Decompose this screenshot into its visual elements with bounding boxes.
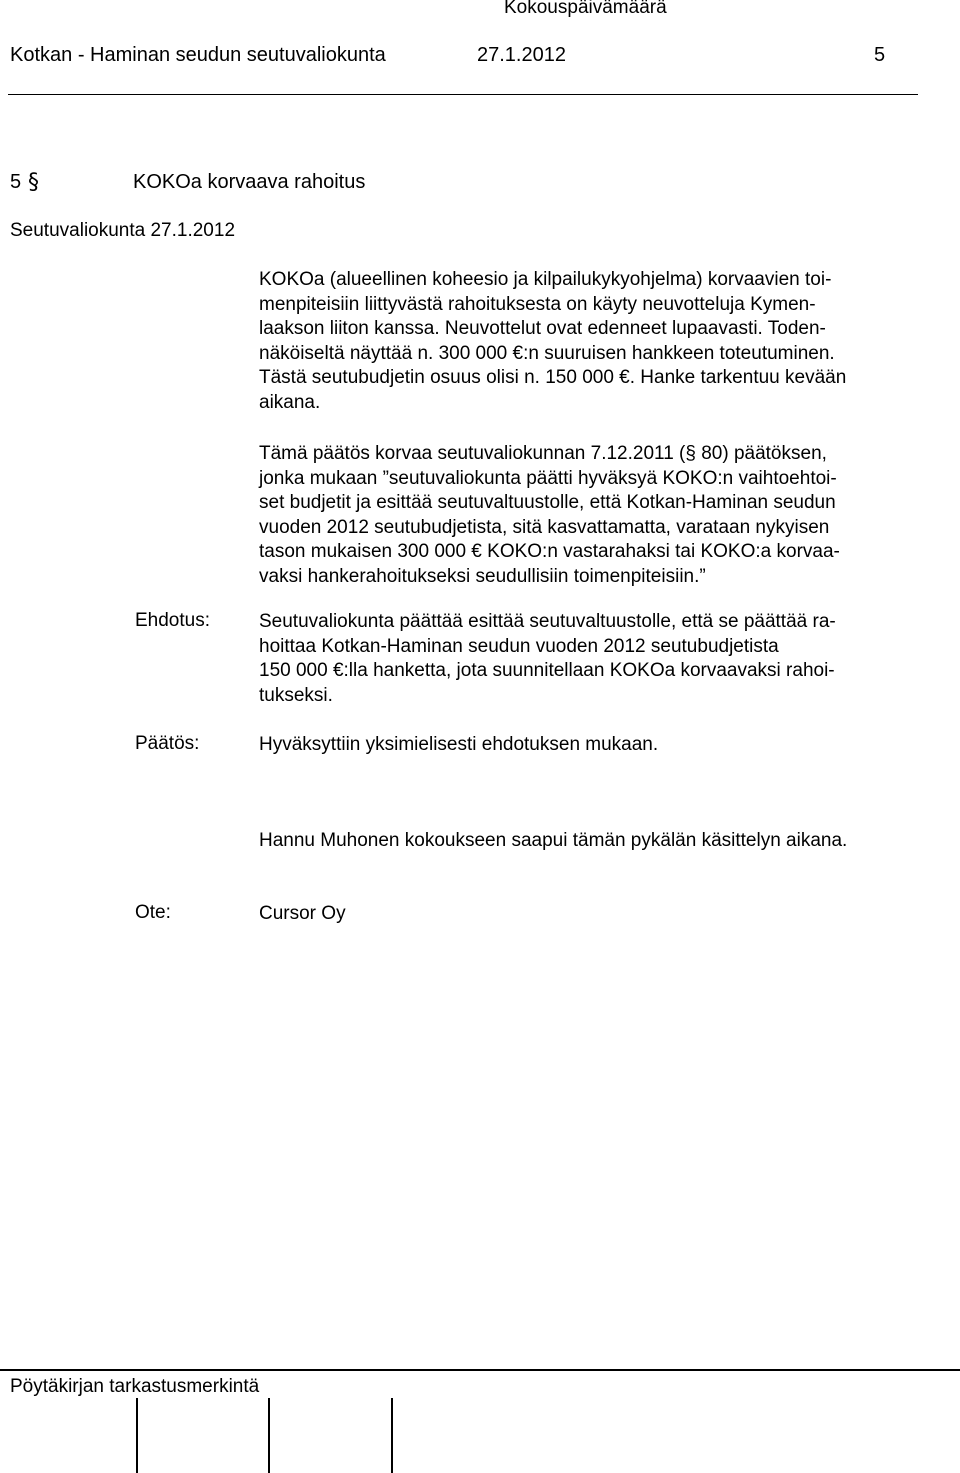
paragraph-line: vuoden 2012 seutubudjetista, sitä kasvattamatta, varataan nykyisen — [259, 516, 830, 538]
decision-line: Hyväksyttiin yksimielisesti ehdotuksen mukaan. — [259, 734, 659, 755]
paragraph-line: näköiseltä näyttää n. 300 000 €:n suuruisen hankkeen toteutuminen. — [259, 342, 835, 364]
paragraph-line: Tämä päätös korvaa seutuvaliokunnan 7.12.2011 (§ 80) päätöksen, — [259, 443, 827, 464]
header-page-number: 5 — [874, 44, 886, 66]
body-paragraph-1 — [259, 268, 919, 415]
proposal-line: tukseksi. — [259, 684, 333, 706]
note-line: Hannu Muhonen kokoukseen saapui tämän pykälän käsittelyn aikana. — [259, 830, 848, 851]
header-date: 27.1.2012 — [477, 44, 566, 66]
meeting-line: Seutuvaliokunta 27.1.2012 — [10, 220, 236, 241]
paragraph-line: aikana. — [259, 391, 321, 413]
proposal-line: Seutuvaliokunta päättää esittää seutuvaltuustolle, että se päättää ra- — [259, 611, 836, 632]
extract-label: Ote: — [135, 902, 171, 923]
extract-line: Cursor Oy — [259, 903, 346, 924]
paragraph-line: vaksi hankerahoitukseksi seudullisiin toimenpiteisiin.” — [259, 565, 706, 587]
header-rule — [8, 94, 918, 95]
paragraph-line: menpiteisiin liittyvästä rahoituksesta on käyty neuvotteluja Kymen- — [259, 293, 816, 315]
paragraph-line: jonka mukaan ”seutuvaliokunta päätti hyväksyä KOKO:n vaihtoehtoi- — [259, 467, 837, 489]
extract-recipient — [259, 902, 919, 927]
paragraph-line: KOKOa (alueellinen koheesio ja kilpailukykyohjelma) korvaavien toi- — [259, 269, 832, 290]
attendance-note — [259, 829, 919, 854]
paragraph-line: set budjetit ja esittää seutuvaltuustolle, että Kotkan-Haminan seudun — [259, 492, 836, 513]
proposal-line: hoittaa Kotkan-Haminan seudun vuoden 2012 seutubudjetista — [259, 635, 779, 657]
proposal-label: Ehdotus: — [135, 610, 210, 631]
section-title: KOKOa korvaava rahoitus — [133, 171, 366, 193]
signature-divider-1 — [136, 1398, 138, 1473]
footer-top-rule — [0, 1369, 960, 1371]
proposal-text — [259, 610, 919, 708]
paragraph-line: laakson liiton kanssa. Neuvottelut ovat edenneet lupaavasti. Toden- — [259, 318, 826, 339]
decision-label: Päätös: — [135, 733, 200, 754]
body-paragraph-2 — [259, 442, 919, 589]
footer-label: Pöytäkirjan tarkastusmerkintä — [10, 1376, 260, 1397]
signature-divider-2 — [268, 1398, 270, 1473]
paragraph-line: tason mukaisen 300 000 € KOKO:n vastarahaksi tai KOKO:a korvaa- — [259, 541, 840, 562]
paragraph-line: Tästä seutubudjetin osuus olisi n. 150 000 €. Hanke tarkentuu kevään — [259, 367, 847, 388]
proposal-line: 150 000 €:lla hanketta, jota suunnitellaan KOKOa korvaavaksi rahoi- — [259, 660, 835, 681]
signature-divider-3 — [391, 1398, 393, 1473]
section-symbol: § — [28, 170, 39, 195]
section-number: 5 — [10, 171, 22, 193]
header-date-label: Kokouspäivämäärä — [504, 0, 667, 18]
decision-text — [259, 733, 919, 758]
header-organization: Kotkan - Haminan seudun seutuvaliokunta — [10, 44, 386, 66]
